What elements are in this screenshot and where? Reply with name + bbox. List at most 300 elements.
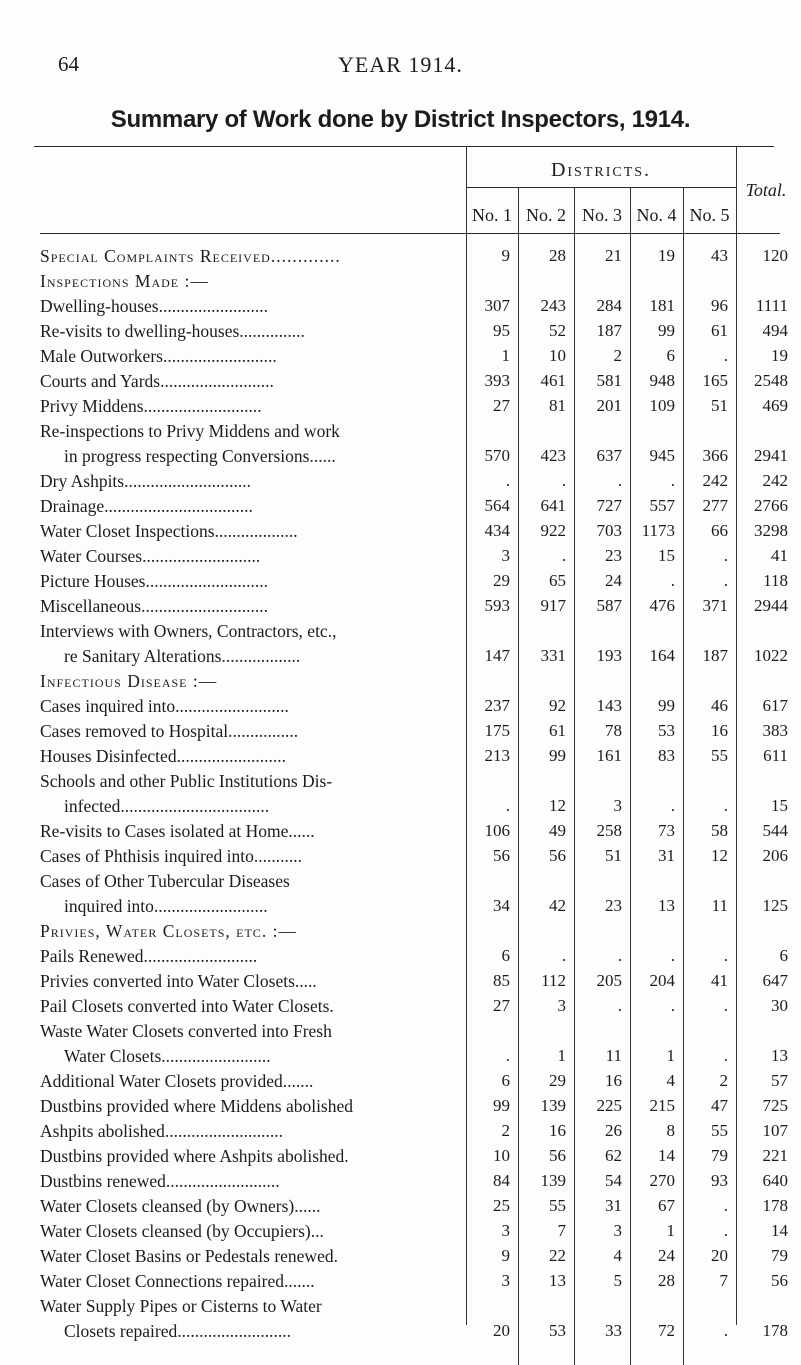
row-label: Closets repaired..........................	[64, 1321, 291, 1341]
table-cell: .	[723, 1221, 728, 1240]
row-label: inquired into..........................	[64, 896, 268, 916]
row-label: Privy Middens...........................	[40, 396, 262, 416]
table-cell: 2944	[754, 596, 788, 615]
table-cell: 41	[771, 546, 788, 565]
table-cell: 53	[658, 721, 675, 740]
table-cell: 164	[649, 646, 675, 665]
table-cell: 61	[549, 721, 566, 740]
table-cell: 28	[658, 1271, 675, 1290]
table-cell: 56	[549, 846, 566, 865]
table-cell: 26	[605, 1121, 622, 1140]
table-cell: 42	[549, 896, 566, 915]
row-label: Pails Renewed..........................	[40, 946, 258, 966]
table-cell: 13	[771, 1046, 788, 1065]
table-cell: 56	[771, 1271, 788, 1290]
table-cell: 99	[549, 746, 566, 765]
table-cell: 640	[762, 1171, 788, 1190]
table-cell: 587	[596, 596, 622, 615]
table-cell: 4	[666, 1071, 675, 1090]
page-number: 64	[58, 52, 79, 76]
table-cell: .	[617, 946, 622, 965]
table-cell: 6	[501, 946, 510, 965]
table-row	[0, 746, 801, 771]
table-row	[0, 1246, 801, 1271]
table-cell: .	[723, 1046, 728, 1065]
table-row	[0, 721, 801, 746]
table-cell: .	[505, 1046, 510, 1065]
table-row	[0, 796, 801, 821]
row-label: re Sanitary Alterations..................	[64, 646, 301, 666]
table-cell: 96	[711, 296, 728, 315]
row-label: Waste Water Closets converted into Fresh	[40, 1021, 332, 1041]
table-cell: 29	[549, 1071, 566, 1090]
row-label: Dry Ashpits.............................	[40, 471, 251, 491]
table-cell: 557	[649, 496, 675, 515]
table-cell: 1173	[641, 521, 675, 540]
header-underline	[40, 233, 780, 234]
table-cell: 181	[649, 296, 675, 315]
table-cell: 15	[771, 796, 788, 815]
table-cell: 25	[493, 1196, 510, 1215]
table-cell: .	[617, 996, 622, 1015]
table-cell: 15	[658, 546, 675, 565]
table-cell: 28	[549, 246, 566, 265]
row-label: Dustbins renewed..........................	[40, 1171, 280, 1191]
section-heading: Inspections Made :—	[40, 271, 209, 291]
table-cell: 1111	[755, 296, 788, 315]
table-row	[0, 1021, 801, 1046]
table-row	[0, 1221, 801, 1246]
table-cell: 51	[711, 396, 728, 415]
table-row	[0, 621, 801, 646]
table-cell: 92	[549, 696, 566, 715]
table-cell: 366	[702, 446, 728, 465]
table-row	[0, 1321, 801, 1346]
table-cell: 1	[501, 346, 510, 365]
districts-header: Districts.	[550, 159, 652, 181]
table-cell: 3	[613, 1221, 622, 1240]
table-cell: 23	[605, 546, 622, 565]
table-cell: 2	[613, 346, 622, 365]
table-cell: 55	[711, 746, 728, 765]
table-cell: 9	[501, 1246, 510, 1265]
table-cell: 277	[702, 496, 728, 515]
table-cell: 79	[711, 1146, 728, 1165]
running-title: YEAR 1914.	[338, 52, 463, 77]
table-row	[0, 671, 801, 696]
table-row	[0, 1296, 801, 1321]
table-cell: 242	[702, 471, 728, 490]
table-row	[0, 496, 801, 521]
table-cell: 139	[540, 1171, 566, 1190]
table-cell: 21	[605, 246, 622, 265]
table-cell: 611	[763, 746, 788, 765]
table-cell: .	[670, 571, 675, 590]
table-cell: 47	[711, 1096, 728, 1115]
table-cell: 139	[540, 1096, 566, 1115]
table-cell: 225	[596, 1096, 622, 1115]
table-row	[0, 996, 801, 1021]
column-header-no2: No. 2	[526, 205, 566, 225]
table-cell: .	[561, 546, 566, 565]
table-cell: 564	[484, 496, 510, 515]
table-cell: 95	[493, 321, 510, 340]
table-row	[0, 246, 801, 271]
table-cell: 118	[763, 571, 788, 590]
table-cell: 120	[762, 246, 788, 265]
table-cell: 30	[771, 996, 788, 1015]
table-cell: .	[670, 796, 675, 815]
column-header-no3: No. 3	[582, 205, 622, 225]
table-cell: 6	[779, 946, 788, 965]
table-row	[0, 1121, 801, 1146]
table-cell: 14	[658, 1146, 675, 1165]
table-cell: 193	[596, 646, 622, 665]
table-cell: .	[561, 471, 566, 490]
table-cell: 112	[541, 971, 566, 990]
table-row	[0, 471, 801, 496]
table-cell: 55	[711, 1121, 728, 1140]
table-cell: 56	[549, 1146, 566, 1165]
table-cell: 570	[484, 446, 510, 465]
table-row	[0, 646, 801, 671]
table-row	[0, 346, 801, 371]
table-cell: 1	[666, 1046, 675, 1065]
table-cell: 23	[605, 896, 622, 915]
table-cell: 3	[501, 546, 510, 565]
table-cell: 206	[762, 846, 788, 865]
section-heading: Infectious Disease :—	[40, 671, 218, 691]
table-cell: 85	[493, 971, 510, 990]
row-label: Water Closets cleansed (by Occupiers)...	[40, 1221, 324, 1241]
table-row	[0, 896, 801, 921]
table-cell: 165	[702, 371, 728, 390]
table-cell: 2	[501, 1121, 510, 1140]
table-row	[0, 371, 801, 396]
table-cell: 270	[649, 1171, 675, 1190]
table-cell: .	[670, 996, 675, 1015]
row-label: Re-visits to Cases isolated at Home......	[40, 821, 315, 841]
table-cell: 187	[702, 646, 728, 665]
row-label: Water Closet Connections repaired.......	[40, 1271, 315, 1291]
table-cell: 201	[596, 396, 622, 415]
table-cell: .	[723, 796, 728, 815]
table-cell: 49	[549, 821, 566, 840]
table-cell: 43	[711, 246, 728, 265]
table-cell: 331	[540, 646, 566, 665]
table-row	[0, 521, 801, 546]
table-cell: 41	[711, 971, 728, 990]
table-cell: 383	[762, 721, 788, 740]
table-cell: 161	[596, 746, 622, 765]
row-label: Water Closet Basins or Pedestals renewed.	[40, 1246, 338, 1266]
table-cell: 637	[596, 446, 622, 465]
table-row	[0, 321, 801, 346]
table-row	[0, 1071, 801, 1096]
table-cell: 434	[484, 521, 510, 540]
table-cell: 79	[771, 1246, 788, 1265]
table-row	[0, 871, 801, 896]
table-cell: 24	[658, 1246, 675, 1265]
table-cell: 46	[711, 696, 728, 715]
table-row	[0, 1146, 801, 1171]
table-cell: 469	[762, 396, 788, 415]
table-cell: .	[617, 471, 622, 490]
table-cell: 99	[493, 1096, 510, 1115]
table-cell: .	[723, 1321, 728, 1340]
column-header-total: Total.	[745, 180, 787, 200]
table-row	[0, 596, 801, 621]
table-cell: 6	[501, 1071, 510, 1090]
table-cell: 204	[649, 971, 675, 990]
table-row	[0, 1096, 801, 1121]
table-cell: 243	[540, 296, 566, 315]
table-cell: 242	[762, 471, 788, 490]
table-cell: 24	[605, 571, 622, 590]
table-row	[0, 446, 801, 471]
row-label: Re-inspections to Privy Middens and work	[40, 421, 340, 441]
table-row	[0, 1171, 801, 1196]
table-cell: 205	[596, 971, 622, 990]
table-cell: 5	[613, 1271, 622, 1290]
table-cell: 27	[493, 396, 510, 415]
table-cell: 187	[596, 321, 622, 340]
section-heading: Privies, Water Closets, etc. :—	[40, 921, 297, 941]
column-header-no5: No. 5	[689, 205, 730, 225]
table-cell: .	[723, 546, 728, 565]
table-cell: 617	[762, 696, 788, 715]
table-cell: 307	[484, 296, 510, 315]
table-cell: 215	[649, 1096, 675, 1115]
table-row	[0, 396, 801, 421]
table-cell: 423	[540, 446, 566, 465]
row-label: Water Closets.........................	[64, 1046, 271, 1066]
document-title: Summary of Work done by District Inspectors, 1914.	[110, 106, 691, 133]
row-label: Additional Water Closets provided.......	[40, 1071, 314, 1091]
table-cell: 72	[658, 1321, 675, 1340]
table-cell: 16	[605, 1071, 622, 1090]
table-row	[0, 571, 801, 596]
table-cell: 27	[493, 996, 510, 1015]
districts-divider	[466, 187, 736, 188]
table-cell: 10	[493, 1146, 510, 1165]
row-label: Drainage..................................	[40, 496, 253, 516]
table-cell: 945	[649, 446, 675, 465]
table-row	[0, 1196, 801, 1221]
row-label: Re-visits to dwelling-houses...............	[40, 321, 305, 341]
table-cell: 647	[762, 971, 788, 990]
row-label: Interviews with Owners, Contractors, etc.,	[40, 621, 337, 641]
row-label: Ashpits abolished...........................	[40, 1121, 284, 1141]
table-cell: 3	[613, 796, 622, 815]
row-label: Water Courses...........................	[40, 546, 261, 566]
table-row	[0, 1046, 801, 1071]
table-row	[0, 271, 801, 296]
table-cell: 12	[711, 846, 728, 865]
table-cell: 99	[658, 321, 675, 340]
table-cell: 93	[711, 1171, 728, 1190]
row-label: Privies converted into Water Closets.....	[40, 971, 317, 991]
table-cell: 2548	[754, 371, 788, 390]
table-cell: 10	[549, 346, 566, 365]
row-label: Water Closets cleansed (by Owners)......	[40, 1196, 321, 1216]
table-cell: 7	[719, 1271, 728, 1290]
table-cell: 19	[771, 346, 788, 365]
table-row	[0, 1271, 801, 1296]
table-cell: 3	[557, 996, 566, 1015]
table-cell: 544	[762, 821, 788, 840]
table-row	[0, 846, 801, 871]
table-cell: 61	[711, 321, 728, 340]
table-cell: 107	[762, 1121, 788, 1140]
table-cell: 84	[493, 1171, 510, 1190]
table-row	[0, 421, 801, 446]
table-cell: 16	[549, 1121, 566, 1140]
table-cell: 948	[649, 371, 675, 390]
table-row	[0, 296, 801, 321]
page-header	[0, 52, 801, 82]
table-cell: 494	[762, 321, 788, 340]
table-cell: 3	[501, 1271, 510, 1290]
table-cell: 581	[596, 371, 622, 390]
table-cell: 213	[484, 746, 510, 765]
table-cell: 6	[666, 346, 675, 365]
table-cell: 31	[658, 846, 675, 865]
table-cell: 3	[501, 1221, 510, 1240]
table-row	[0, 921, 801, 946]
table-cell: .	[723, 996, 728, 1015]
table-cell: 593	[484, 596, 510, 615]
table-cell: 106	[484, 821, 510, 840]
table-cell: 73	[658, 821, 675, 840]
row-label: Picture Houses............................	[40, 571, 268, 591]
table-cell: .	[723, 946, 728, 965]
table-cell: 9	[501, 246, 510, 265]
table-cell: 1022	[754, 646, 788, 665]
table-cell: 83	[658, 746, 675, 765]
table-row	[0, 696, 801, 721]
table-cell: .	[670, 946, 675, 965]
table-cell: 11	[711, 896, 728, 915]
table-cell: 20	[711, 1246, 728, 1265]
table-cell: 8	[666, 1121, 675, 1140]
row-label: Dustbins provided where Middens abolished	[40, 1096, 354, 1116]
column-header-no4: No. 4	[636, 205, 677, 225]
table-cell: 7	[557, 1221, 566, 1240]
table-cell: 52	[549, 321, 566, 340]
table-cell: 57	[771, 1071, 788, 1090]
table-cell: .	[723, 1196, 728, 1215]
table-row	[0, 546, 801, 571]
top-rule	[34, 146, 774, 147]
row-label: Cases of Other Tubercular Diseases	[40, 871, 290, 891]
table-cell: 99	[658, 696, 675, 715]
row-label: infected..................................	[64, 796, 270, 816]
table-cell: 393	[484, 371, 510, 390]
table-cell: 284	[596, 296, 622, 315]
table-cell: .	[561, 946, 566, 965]
row-label: Water Closet Inspections...................	[40, 521, 298, 541]
table-cell: 65	[549, 571, 566, 590]
table-cell: 14	[771, 1221, 788, 1240]
table-cell: .	[723, 571, 728, 590]
table-cell: 51	[605, 846, 622, 865]
table-cell: 19	[658, 246, 675, 265]
table-cell: 125	[762, 896, 788, 915]
table-cell: 4	[613, 1246, 622, 1265]
table-cell: 221	[762, 1146, 788, 1165]
table-cell: 66	[711, 521, 728, 540]
table-cell: 16	[711, 721, 728, 740]
row-label: Pail Closets converted into Water Closets.	[40, 996, 334, 1016]
table-cell: 143	[596, 696, 622, 715]
table-cell: 641	[540, 496, 566, 515]
table-cell: 917	[540, 596, 566, 615]
section-heading: Special Complaints Received.............	[40, 246, 341, 266]
table-cell: 58	[711, 821, 728, 840]
row-label: Schools and other Public Institutions Dis-	[40, 771, 333, 791]
table-row	[0, 821, 801, 846]
table-cell: 3298	[754, 521, 788, 540]
table-cell: 922	[540, 521, 566, 540]
table-cell: 727	[596, 496, 622, 515]
row-label: Cases inquired into..........................	[40, 696, 289, 716]
table-cell: 11	[605, 1046, 622, 1065]
row-label: in progress respecting Conversions......	[64, 446, 336, 466]
table-cell: 13	[658, 896, 675, 915]
table-cell: 109	[649, 396, 675, 415]
table-cell: 31	[605, 1196, 622, 1215]
table-cell: 78	[605, 721, 622, 740]
column-header-no1: No. 1	[472, 205, 512, 225]
row-label: Cases removed to Hospital................	[40, 721, 299, 741]
row-label: Cases of Phthisis inquired into...........	[40, 846, 303, 866]
table-cell: 81	[549, 396, 566, 415]
table-cell: 1	[666, 1221, 675, 1240]
table-cell: 29	[493, 571, 510, 590]
table-cell: 54	[605, 1171, 622, 1190]
table-row	[0, 971, 801, 996]
table-cell: 725	[762, 1096, 788, 1115]
row-label: Water Supply Pipes or Cisterns to Water	[40, 1296, 322, 1316]
table-cell: 175	[484, 721, 510, 740]
table-cell: 56	[493, 846, 510, 865]
row-label: Dwelling-houses.........................	[40, 296, 268, 316]
table-cell: .	[505, 796, 510, 815]
row-label: Male Outworkers..........................	[40, 346, 277, 366]
table-cell: 258	[596, 821, 622, 840]
table-cell: 20	[493, 1321, 510, 1340]
table-cell: 13	[549, 1271, 566, 1290]
table-cell: 12	[549, 796, 566, 815]
row-label: Dustbins provided where Ashpits abolished.	[40, 1146, 349, 1166]
table-cell: 53	[549, 1321, 566, 1340]
table-cell: 2	[719, 1071, 728, 1090]
table-cell: 147	[484, 646, 510, 665]
table-cell: 2941	[754, 446, 788, 465]
table-cell: 178	[762, 1321, 788, 1340]
table-cell: 33	[605, 1321, 622, 1340]
table-cell: 371	[702, 596, 728, 615]
table-cell: 237	[484, 696, 510, 715]
table-cell: .	[723, 346, 728, 365]
table-cell: 62	[605, 1146, 622, 1165]
row-label: Courts and Yards..........................	[40, 371, 274, 391]
table-row	[0, 771, 801, 796]
table-cell: 476	[649, 596, 675, 615]
table-cell: .	[505, 471, 510, 490]
table-cell: 55	[549, 1196, 566, 1215]
